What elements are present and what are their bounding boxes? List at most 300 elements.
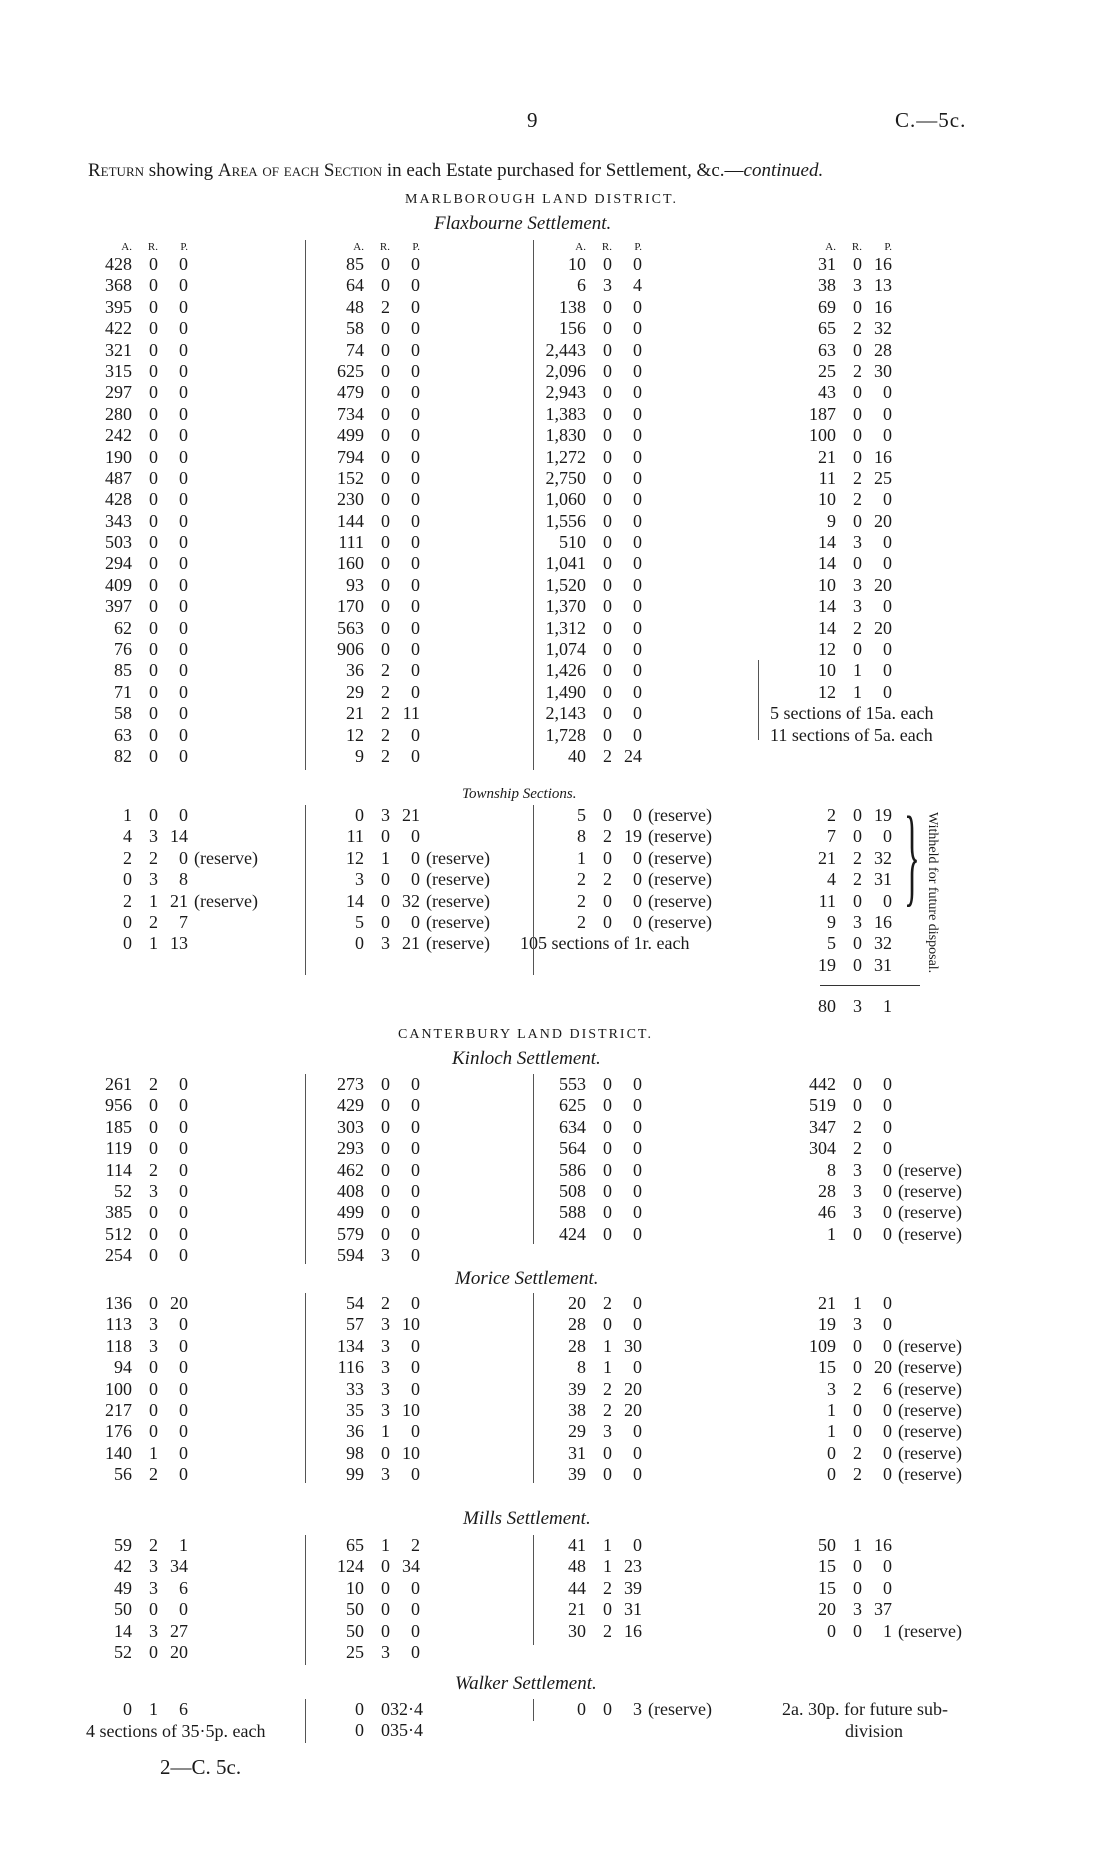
roods-value: 0 xyxy=(603,489,612,510)
perches-value: 0 xyxy=(883,425,892,446)
settlement-heading-morice: Morice Settlement. xyxy=(455,1268,599,1289)
total-rule xyxy=(820,985,920,986)
perches-value: 20 xyxy=(170,1293,188,1313)
area-row xyxy=(790,848,892,869)
roods-value: 0 xyxy=(603,360,612,381)
mills-column-4 xyxy=(790,1535,962,1642)
area-row xyxy=(318,1117,420,1138)
area-row xyxy=(790,805,892,826)
roods-value: 0 xyxy=(381,446,390,467)
area-row xyxy=(540,682,642,703)
area-row xyxy=(318,1357,420,1378)
area-row xyxy=(790,575,933,596)
roods-value: 0 xyxy=(603,681,612,702)
area-row xyxy=(86,1379,188,1400)
area-row xyxy=(318,254,420,275)
perches-value: 21 xyxy=(402,805,420,825)
acres-value: 140 xyxy=(105,1442,132,1463)
area-row xyxy=(86,1074,188,1095)
column-divider xyxy=(533,1699,534,1721)
roods-value: 0 xyxy=(603,382,612,403)
reserve-note: (reserve) xyxy=(648,890,712,911)
perches-value: 0 xyxy=(411,745,420,766)
roods-value: 0 xyxy=(853,1421,862,1442)
acres-value: 261 xyxy=(105,1074,132,1094)
brace-symbol: } xyxy=(904,794,920,916)
mills-column-2 xyxy=(318,1535,420,1663)
perches-value: 31 xyxy=(874,954,892,975)
roods-value: 0 xyxy=(149,467,158,488)
mills-column-1 xyxy=(86,1535,188,1663)
title-continued: continued. xyxy=(743,160,824,181)
roods-value: 2 xyxy=(853,1378,862,1399)
acres-value: 12 xyxy=(346,724,364,745)
perches-value: 0 xyxy=(411,1620,420,1641)
area-row xyxy=(86,639,188,660)
area-row xyxy=(318,1443,420,1464)
acres-value: 12 xyxy=(818,681,836,702)
perches-value: 0 xyxy=(883,1074,892,1094)
perches-value: 0 xyxy=(179,1116,188,1137)
header-a: A. xyxy=(353,241,364,253)
roods-value: 0 xyxy=(149,596,158,617)
perches-value: 0 xyxy=(883,596,892,617)
acres-value: 368 xyxy=(105,275,132,296)
perches-value: 39 xyxy=(624,1577,642,1598)
acres-value: 38 xyxy=(818,275,836,296)
area-row xyxy=(318,361,420,382)
area-row xyxy=(540,725,642,746)
area-row xyxy=(790,340,933,361)
area-row xyxy=(540,660,642,681)
roods-value: 0 xyxy=(149,446,158,467)
acres-value: 36 xyxy=(346,1421,364,1442)
acres-value: 428 xyxy=(105,489,132,510)
reserve-note: (reserve) xyxy=(194,890,258,911)
acres-value: 0 xyxy=(123,869,132,890)
perches-value: 37 xyxy=(874,1599,892,1620)
area-row xyxy=(86,826,258,847)
perches-value: 0 xyxy=(411,489,420,510)
acres-value: 69 xyxy=(818,296,836,317)
perches-value: 0 xyxy=(633,553,642,574)
roods-value: 0 xyxy=(603,467,612,488)
roods-value: 0 xyxy=(149,275,158,296)
perches-value: 28 xyxy=(874,339,892,360)
roods-value: 0 xyxy=(149,1641,158,1662)
roods-value: 2 xyxy=(853,467,862,488)
perches-value: 0 xyxy=(633,1535,642,1555)
perches-value: 7 xyxy=(179,911,188,932)
acres-value: 65 xyxy=(346,1535,364,1555)
perches-value: 0 xyxy=(411,425,420,446)
roods-value: 2 xyxy=(603,869,612,890)
perches-value: 16 xyxy=(874,911,892,932)
acres-value: 2 xyxy=(577,869,586,890)
perches-value: 0 xyxy=(411,681,420,702)
perches-value: 0 xyxy=(633,1159,642,1180)
acres-value: 2 xyxy=(123,890,132,911)
perches-value: 0 xyxy=(179,296,188,317)
roods-value: 0 xyxy=(603,425,612,446)
morice-column-4 xyxy=(790,1293,962,1486)
acres-value: 50 xyxy=(346,1620,364,1641)
roods-value: 1 xyxy=(381,847,390,868)
acres-value: 304 xyxy=(809,1138,836,1159)
perches-value: 0 xyxy=(411,382,420,403)
acres-value: 3 xyxy=(355,869,364,890)
acres-value: 7 xyxy=(827,826,836,847)
column-divider xyxy=(305,1535,306,1665)
roods-value: 3 xyxy=(853,574,862,595)
roods-value: 0 xyxy=(381,510,390,531)
header-r: R. xyxy=(379,241,390,253)
acres-value: 10 xyxy=(818,660,836,681)
roods-value: 3 xyxy=(381,1357,390,1378)
area-row xyxy=(318,1699,423,1720)
roods-value: 3 xyxy=(149,1335,158,1356)
area-row xyxy=(318,404,420,425)
acres-value: 190 xyxy=(105,446,132,467)
roods-value: 3 xyxy=(149,826,158,847)
township-column-1 xyxy=(86,805,258,955)
roods-value: 0 xyxy=(853,425,862,446)
acres-value: 499 xyxy=(337,425,364,446)
roods-value: 0 xyxy=(149,254,158,274)
acres-value: 1 xyxy=(827,1421,836,1442)
perches-value: 0 xyxy=(179,510,188,531)
area-row xyxy=(86,1202,188,1223)
roods-value: 1 xyxy=(603,1535,612,1555)
area-row xyxy=(540,1224,642,1245)
roods-value: 0 xyxy=(381,1138,390,1159)
roods-value: 2 xyxy=(149,1074,158,1094)
acres-value: 187 xyxy=(809,403,836,424)
area-row xyxy=(318,297,420,318)
perches-value: 16 xyxy=(624,1620,642,1641)
column-divider xyxy=(305,1074,306,1264)
area-row xyxy=(318,596,420,617)
column-header xyxy=(790,240,933,254)
area-row xyxy=(86,275,188,296)
perches-value: 0 xyxy=(633,1095,642,1116)
township-column-4 xyxy=(790,805,892,976)
area-row xyxy=(540,1443,642,1464)
roods-value: 3 xyxy=(381,1378,390,1399)
kinloch-column-2 xyxy=(318,1074,420,1267)
acres-value: 116 xyxy=(337,1357,364,1378)
column-divider xyxy=(758,660,759,740)
area-row xyxy=(86,1314,188,1335)
acres-value: 11 xyxy=(818,890,836,911)
perches-value: 0 xyxy=(411,296,420,317)
roods-value: 0 xyxy=(381,596,390,617)
perches-value: 0 xyxy=(179,318,188,339)
perches-value: 0 xyxy=(883,1116,892,1137)
roods-value: 3 xyxy=(853,1202,862,1223)
area-row xyxy=(86,532,188,553)
perches-value: 0 xyxy=(883,1180,892,1201)
district-heading-marlborough: MARLBOROUGH LAND DISTRICT. xyxy=(405,192,679,207)
district-heading-canterbury: CANTERBURY LAND DISTRICT. xyxy=(398,1027,653,1042)
area-row xyxy=(318,1245,420,1266)
area-row xyxy=(318,1095,420,1116)
acres-value: 0 xyxy=(123,911,132,932)
perches-value: 0 xyxy=(179,1442,188,1463)
area-row xyxy=(790,1138,962,1159)
area-row xyxy=(540,746,642,767)
acres-value: 217 xyxy=(105,1399,132,1420)
acres-value: 185 xyxy=(105,1116,132,1137)
roods-value: 0 xyxy=(603,1599,612,1620)
acres-value: 385 xyxy=(105,1202,132,1223)
roods-value: 2 xyxy=(381,660,390,681)
acres-value: 397 xyxy=(105,596,132,617)
area-row xyxy=(790,425,933,446)
roods-value: 0 xyxy=(381,1556,390,1577)
acres-value: 28 xyxy=(568,1314,586,1335)
perches-value: 0 xyxy=(633,1357,642,1378)
roods-value: 0 xyxy=(853,446,862,467)
perches-value: 0 xyxy=(179,1138,188,1159)
perches-value: 0 xyxy=(411,254,420,274)
area-row xyxy=(540,826,712,847)
area-row xyxy=(86,1336,188,1357)
area-row xyxy=(318,1293,420,1314)
perches-value: 0 xyxy=(633,1223,642,1244)
area-row xyxy=(86,682,188,703)
area-row xyxy=(86,1400,188,1421)
area-row xyxy=(86,660,188,681)
title-area: Area of each Section xyxy=(217,160,383,181)
area-row xyxy=(540,891,712,912)
perches-value: 20 xyxy=(874,574,892,595)
roods-value: 0 xyxy=(149,382,158,403)
acres-value: 33 xyxy=(346,1378,364,1399)
perches-value: 0 xyxy=(883,1556,892,1577)
roods-value: 0 xyxy=(853,510,862,531)
acres-value: 8 xyxy=(577,826,586,847)
area-row xyxy=(86,746,188,767)
roods-value: 1 xyxy=(853,681,862,702)
acres-value: 579 xyxy=(337,1223,364,1244)
area-row xyxy=(86,1117,188,1138)
roods-value: 0 xyxy=(381,275,390,296)
area-row xyxy=(86,447,188,468)
walker-column-4-note-cont: division xyxy=(845,1721,904,1741)
page-reference: C.—5c. xyxy=(895,108,967,132)
settlement-heading-flaxbourne: Flaxbourne Settlement. xyxy=(434,213,612,234)
roods-value: 0 xyxy=(381,1442,390,1463)
perches-value: 0 xyxy=(411,1180,420,1201)
area-row xyxy=(790,1160,962,1181)
area-row xyxy=(540,575,642,596)
roods-value: 0 xyxy=(149,532,158,553)
area-row xyxy=(318,447,420,468)
perches-value: 0 xyxy=(179,1335,188,1356)
roods-value: 1 xyxy=(149,1442,158,1463)
roods-value: 0 xyxy=(603,510,612,531)
perches-value: 0 xyxy=(179,489,188,510)
perches-value: 0 xyxy=(633,446,642,467)
perches-value: 0 xyxy=(179,1202,188,1223)
perches-value: 0 xyxy=(411,339,420,360)
area-row xyxy=(540,703,642,724)
roods-value: 3 xyxy=(853,1314,862,1335)
roods-value: 0 xyxy=(381,1159,390,1180)
column-header xyxy=(540,240,642,254)
area-row xyxy=(790,1556,962,1577)
area-row xyxy=(540,468,642,489)
perches-value: 0 xyxy=(883,403,892,424)
roods-value: 0 xyxy=(603,339,612,360)
area-row xyxy=(318,912,490,933)
area-row xyxy=(540,275,642,296)
header-r: R. xyxy=(601,241,612,253)
area-row xyxy=(540,1202,642,1223)
perches-value: 0 xyxy=(633,1442,642,1463)
acres-value: 9 xyxy=(355,745,364,766)
perches-value: 6 xyxy=(883,1378,892,1399)
area-row xyxy=(790,1336,962,1357)
roods-value: 0 xyxy=(853,296,862,317)
acres-value: 21 xyxy=(818,446,836,467)
area-row xyxy=(86,805,258,826)
area-row xyxy=(318,553,420,574)
roods-value: 0 xyxy=(149,1599,158,1620)
withheld-note: Withheld for future disposal. xyxy=(925,812,940,974)
roods-value: 0 xyxy=(381,1202,390,1223)
area-row xyxy=(86,340,188,361)
acres-value: 409 xyxy=(105,574,132,595)
total-acres: 80 xyxy=(818,996,836,1016)
footer-signature: 2—C. 5c. xyxy=(160,1755,242,1779)
roods-value: 0 xyxy=(381,1720,390,1741)
perches-value: 16 xyxy=(874,1535,892,1555)
area-row xyxy=(86,1578,188,1599)
area-row xyxy=(540,404,642,425)
perches-value: 0 xyxy=(179,1095,188,1116)
roods-value: 2 xyxy=(149,1464,158,1485)
roods-value: 3 xyxy=(381,1314,390,1335)
roods-value: 0 xyxy=(149,318,158,339)
area-row xyxy=(86,1443,188,1464)
perches-value: 16 xyxy=(874,254,892,274)
area-row xyxy=(86,1599,188,1620)
roods-value: 0 xyxy=(603,446,612,467)
acres-value: 85 xyxy=(346,254,364,274)
perches-value: 0 xyxy=(411,1138,420,1159)
column-note: 11 sections of 5a. each xyxy=(770,724,933,745)
walker-column-1 xyxy=(86,1699,188,1720)
township-total xyxy=(790,996,892,1017)
roods-value: 0 xyxy=(603,1442,612,1463)
area-row xyxy=(86,318,188,339)
perches-value: 0 xyxy=(883,532,892,553)
perches-value: 34 xyxy=(402,1556,420,1577)
area-row xyxy=(318,1336,420,1357)
acres-value: 54 xyxy=(346,1293,364,1313)
roods-value: 0 xyxy=(381,1577,390,1598)
area-row xyxy=(318,1224,420,1245)
perches-value: 0 xyxy=(411,617,420,638)
area-row xyxy=(540,382,642,403)
roods-value: 0 xyxy=(149,574,158,595)
perches-value: 0 xyxy=(883,681,892,702)
acres-value: 408 xyxy=(337,1180,364,1201)
acres-value: 12 xyxy=(346,847,364,868)
acres-value: 44 xyxy=(568,1577,586,1598)
reserve-note: (reserve) xyxy=(426,890,490,911)
area-row xyxy=(86,848,258,869)
area-row xyxy=(86,618,188,639)
header-a: A. xyxy=(825,241,836,253)
roods-value: 0 xyxy=(381,318,390,339)
roods-value: 0 xyxy=(381,532,390,553)
acres-value: 42 xyxy=(114,1556,132,1577)
area-row xyxy=(540,1357,642,1378)
perches-value: 0 xyxy=(883,1159,892,1180)
perches-value: 0 xyxy=(883,1577,892,1598)
header-a: A. xyxy=(121,241,132,253)
column-divider xyxy=(533,1074,534,1244)
area-row xyxy=(86,511,188,532)
title-word-1: showing xyxy=(144,160,218,181)
perches-value: 0 xyxy=(411,660,420,681)
perches-value: 0 xyxy=(633,1116,642,1137)
roods-value: 0 xyxy=(603,1095,612,1116)
area-row xyxy=(86,404,188,425)
roods-value: 3 xyxy=(149,869,158,890)
perches-value: 0 xyxy=(179,1357,188,1378)
walker-perches: 6 xyxy=(179,1699,188,1719)
acres-value: 28 xyxy=(818,1180,836,1201)
acres-value: 25 xyxy=(346,1641,364,1662)
reserve-note: (reserve) xyxy=(648,911,712,932)
acres-value: 0 xyxy=(827,1464,836,1485)
perches-value: 0 xyxy=(633,425,642,446)
area-row xyxy=(86,575,188,596)
perches-value: 0 xyxy=(179,1074,188,1094)
roods-value: 0 xyxy=(149,805,158,825)
page-title xyxy=(88,160,823,182)
roods-value: 2 xyxy=(149,911,158,932)
acres-value: 2,096 xyxy=(545,360,586,381)
perches-value: 0 xyxy=(411,446,420,467)
roods-value: 2 xyxy=(381,703,390,724)
roods-value: 0 xyxy=(853,890,862,911)
acres-value: 0 xyxy=(827,1442,836,1463)
acres-value: 588 xyxy=(559,1202,586,1223)
perches-value: 0 xyxy=(179,1245,188,1266)
reserve-note: (reserve) xyxy=(898,1335,962,1356)
area-row xyxy=(86,489,188,510)
roods-value: 0 xyxy=(381,339,390,360)
roods-value: 0 xyxy=(381,1095,390,1116)
roods-value: 0 xyxy=(149,1245,158,1266)
reserve-note: (reserve) xyxy=(898,1357,962,1378)
reserve-note: (reserve) xyxy=(648,869,712,890)
perches-value: 0 xyxy=(179,703,188,724)
reserve-note: (reserve) xyxy=(648,847,712,868)
acres-value: 242 xyxy=(105,425,132,446)
roods-value: 0 xyxy=(603,617,612,638)
area-row xyxy=(318,1599,420,1620)
perches-value: 19 xyxy=(624,826,642,847)
roods-value: 0 xyxy=(853,254,862,274)
perches-value: 0 xyxy=(411,1378,420,1399)
roods-value: 2 xyxy=(603,1399,612,1420)
